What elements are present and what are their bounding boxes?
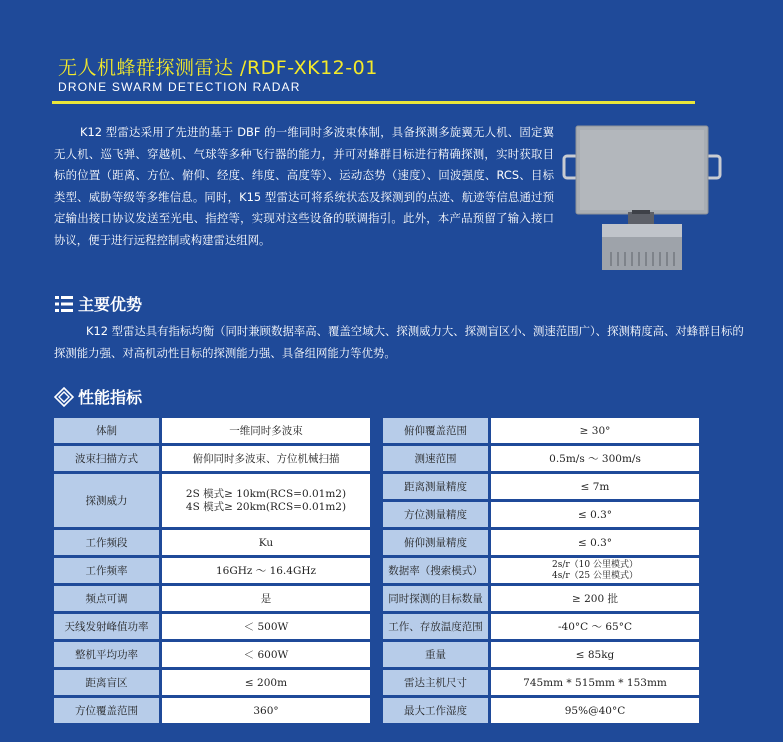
table-row [383,557,701,585]
spec-value: ≤ 7m [490,473,701,501]
spec-value: ≤ 0.3° [490,501,701,529]
spec-value: 0.5m/s ～ 300m/s [490,445,701,473]
spec-label: 测速范围 [383,445,490,473]
radar-device-image [562,124,722,274]
spec-label: 工作频率 [54,557,161,585]
spec-value: ≤ 200m [161,669,372,697]
title-divider [52,101,695,104]
table-row [383,585,701,613]
table-row [54,641,372,669]
specs-heading-label: 性能指标 [78,388,143,407]
table-row [54,445,372,473]
spec-value: 一维同时多波束 [161,418,372,445]
spec-label: 频点可调 [54,585,161,613]
spec-value-line: 2s/r（10 公里模式） [552,559,638,570]
table-row [54,473,372,529]
table-row [383,501,701,529]
table-row [54,669,372,697]
table-row [54,697,372,725]
spec-value [161,473,372,529]
advantages-heading [54,292,142,315]
spec-table-right [383,418,702,726]
spec-label: 工作频段 [54,529,161,557]
table-row [54,418,372,445]
table-row [383,613,701,641]
spec-value: 745mm * 515mm * 153mm [490,669,701,697]
spec-label: 同时探测的目标数量 [383,585,490,613]
spec-label: 体制 [54,418,161,445]
spec-table-left [54,418,373,726]
spec-value: 16GHz ～ 16.4GHz [161,557,372,585]
page-title: 无人机蜂群探测雷达 /RDF-XK12-01 [58,57,378,79]
table-row [54,585,372,613]
spec-label: 方位覆盖范围 [54,697,161,725]
table-row [383,641,701,669]
spec-value: -40°C ～ 65°C [490,613,701,641]
spec-value-line: 4S 模式≥ 20km(RCS=0.01m2) [185,500,347,513]
spec-label: 工作、存放温度范围 [383,613,490,641]
spec-value [490,557,701,585]
spec-value: ＜ 500W [161,613,372,641]
spec-label: 俯仰测量精度 [383,529,490,557]
spec-label: 重量 [383,641,490,669]
spec-label: 距离盲区 [54,669,161,697]
spec-value: ≥ 200 批 [490,585,701,613]
spec-label: 天线发射峰值功率 [54,613,161,641]
spec-label: 波束扫描方式 [54,445,161,473]
spec-label: 方位测量精度 [383,501,490,529]
specs-heading [54,385,142,408]
table-row [383,697,701,725]
table-row [54,557,372,585]
spec-value: 360° [161,697,372,725]
table-row [383,669,701,697]
table-row [54,529,372,557]
spec-label: 雷达主机尺寸 [383,669,490,697]
spec-value-line: 4s/r（25 公里模式） [552,570,638,581]
spec-value: ≥ 30° [490,418,701,445]
intro-paragraph: K12 型雷达采用了先进的基于 DBF 的一维同时多波束体制，具备探测多旋翼无人机、固定翼无人机、巡飞弹、穿越机、气球等多种飞行器的能力，并可对蜂群目标进行精确探测，实时获取目标的位置（距离、方位、俯仰、经度、纬度、高度等）、运动态势（速度）、回波强度、RCS、目标类型、威胁等级等多维信息。同时，K15 型雷达可将系统状态及探测到的点迹、航迹等信息通过预定输出接口协议发送至光电、指控等，实现对这些设备的联调指引。此外，本产品预留了输入接口协议，便于进行远程控制或构建雷达组网。 [54,125,554,247]
spec-value: ＜ 600W [161,641,372,669]
table-row [383,418,701,445]
spec-value-line: 2S 模式≥ 10km(RCS=0.01m2) [185,487,347,500]
spec-value: ≤ 85kg [490,641,701,669]
advantages-heading-label: 主要优势 [78,295,143,314]
spec-label: 俯仰覆盖范围 [383,418,490,445]
advantages-paragraph: K12 型雷达具有指标均衡（同时兼顾数据率高、覆盖空域大、探测威力大、探测盲区小、测速范围广）、探测精度高、对蜂群目标的探测能力强、对高机动性目标的探测能力强、具备组网能力等优势。 [54,324,744,360]
list-icon [54,294,74,314]
spec-value: Ku [161,529,372,557]
spec-value: ≤ 0.3° [490,529,701,557]
spec-value: 95%@40°C [490,697,701,725]
table-row [383,445,701,473]
table-row [383,529,701,557]
spec-value: 是 [161,585,372,613]
diamond-layers-icon [54,387,74,407]
spec-label: 最大工作湿度 [383,697,490,725]
spec-value: 俯仰同时多波束、方位机械扫描 [161,445,372,473]
spec-label: 距离测量精度 [383,473,490,501]
table-row [383,473,701,501]
spec-label: 整机平均功率 [54,641,161,669]
page-subtitle: DRONE SWARM DETECTION RADAR [58,80,301,94]
table-row [54,613,372,641]
spec-label: 数据率（搜索模式） [383,557,490,585]
spec-label: 探测威力 [54,473,161,529]
